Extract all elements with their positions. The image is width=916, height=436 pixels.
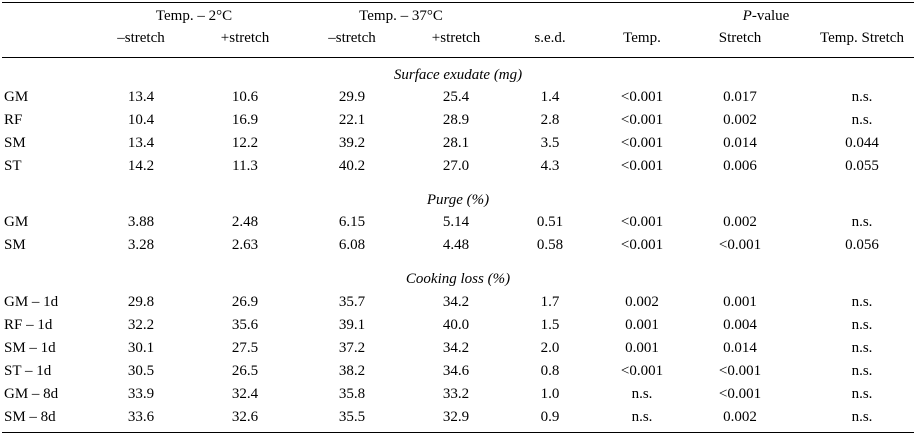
table-cell: 0.002 bbox=[625, 294, 659, 310]
table-cell: 0.002 bbox=[723, 112, 757, 128]
table-cell: 0.014 bbox=[723, 340, 757, 356]
group-header: Temp. – 37°C bbox=[359, 8, 443, 24]
row-label: GM – 1d bbox=[4, 294, 59, 310]
table-cell: 1.4 bbox=[540, 89, 560, 105]
table-cell: 0.044 bbox=[845, 135, 879, 151]
table-cell: 35.6 bbox=[231, 317, 259, 333]
column-header: –stretch bbox=[328, 30, 376, 46]
row-label: ST bbox=[4, 158, 22, 174]
bottom-rule bbox=[2, 432, 914, 433]
table-cell: 11.3 bbox=[232, 158, 258, 174]
table-cell: 1.7 bbox=[540, 294, 560, 310]
row-label: GM – 8d bbox=[4, 386, 59, 402]
table-cell: <0.001 bbox=[718, 363, 762, 379]
table-cell: 28.9 bbox=[442, 112, 470, 128]
table-cell: 3.5 bbox=[540, 135, 560, 151]
table-cell: n.s. bbox=[631, 386, 653, 402]
table-cell: 22.1 bbox=[338, 112, 366, 128]
table-cell: 40.2 bbox=[338, 158, 366, 174]
row-label: ST – 1d bbox=[4, 363, 52, 379]
table-cell: 2.48 bbox=[231, 214, 259, 230]
table-cell: n.s. bbox=[631, 409, 653, 425]
table-cell: 4.48 bbox=[442, 237, 470, 253]
table-cell: <0.001 bbox=[620, 214, 664, 230]
table-cell: 0.002 bbox=[723, 214, 757, 230]
row-label: RF – 1d bbox=[4, 317, 53, 333]
pvalue-header-p: P bbox=[742, 8, 752, 24]
table-cell: 0.006 bbox=[723, 158, 757, 174]
table-cell: 29.9 bbox=[338, 89, 366, 105]
table-cell: 34.2 bbox=[442, 294, 470, 310]
table-cell: 29.8 bbox=[127, 294, 155, 310]
table-cell: n.s. bbox=[851, 340, 873, 356]
table-cell: 3.88 bbox=[127, 214, 155, 230]
pvalue-header-rest: -value bbox=[751, 8, 790, 24]
table-cell: n.s. bbox=[851, 317, 873, 333]
table-cell: 34.6 bbox=[442, 363, 470, 379]
row-label: SM bbox=[4, 237, 26, 253]
pvalue-header bbox=[743, 7, 790, 25]
column-header: +stretch bbox=[431, 30, 481, 46]
table-cell: 2.0 bbox=[540, 340, 560, 356]
table-cell: 10.4 bbox=[127, 112, 155, 128]
row-label: SM – 8d bbox=[4, 409, 56, 425]
table-cell: 35.7 bbox=[338, 294, 366, 310]
section-title: Purge (%) bbox=[426, 192, 490, 208]
table-cell: 39.1 bbox=[338, 317, 366, 333]
table-cell: n.s. bbox=[851, 386, 873, 402]
table-cell: 2.8 bbox=[540, 112, 560, 128]
table-cell: 33.2 bbox=[442, 386, 470, 402]
table-cell: 28.1 bbox=[442, 135, 470, 151]
table-cell: 26.5 bbox=[231, 363, 259, 379]
table-cell: 0.014 bbox=[723, 135, 757, 151]
column-header: Stretch bbox=[718, 30, 762, 46]
table-cell: 6.15 bbox=[338, 214, 366, 230]
table-cell: 27.0 bbox=[442, 158, 470, 174]
section-title: Cooking loss (%) bbox=[405, 271, 511, 287]
table-cell: 0.001 bbox=[625, 317, 659, 333]
table-cell: 0.001 bbox=[723, 294, 757, 310]
table-cell: 0.8 bbox=[540, 363, 560, 379]
table-cell: 27.5 bbox=[231, 340, 259, 356]
table-cell: 26.9 bbox=[231, 294, 259, 310]
table-cell: 32.2 bbox=[127, 317, 155, 333]
table-cell: n.s. bbox=[851, 112, 873, 128]
table-cell: 0.056 bbox=[845, 237, 879, 253]
table-cell: 30.5 bbox=[127, 363, 155, 379]
top-rule bbox=[2, 2, 914, 3]
table-cell: 32.4 bbox=[231, 386, 259, 402]
table-cell: n.s. bbox=[851, 89, 873, 105]
table-cell: n.s. bbox=[851, 409, 873, 425]
table-cell: 35.8 bbox=[338, 386, 366, 402]
table-cell: 1.0 bbox=[540, 386, 560, 402]
table-cell: 5.14 bbox=[442, 214, 470, 230]
table-cell: 13.4 bbox=[127, 89, 155, 105]
column-header: +stretch bbox=[220, 30, 270, 46]
table-cell: 13.4 bbox=[127, 135, 155, 151]
table-cell: <0.001 bbox=[620, 158, 664, 174]
table-cell: <0.001 bbox=[620, 89, 664, 105]
group-header: Temp. – 2°C bbox=[155, 8, 233, 24]
table-cell: 37.2 bbox=[338, 340, 366, 356]
table-cell: 6.08 bbox=[338, 237, 366, 253]
section-title: Surface exudate (mg) bbox=[393, 67, 523, 83]
table-cell: 1.5 bbox=[540, 317, 560, 333]
table-cell: n.s. bbox=[851, 214, 873, 230]
column-header: s.e.d. bbox=[534, 30, 566, 46]
table-cell: 0.51 bbox=[536, 214, 564, 230]
row-label: GM bbox=[4, 214, 29, 230]
table-cell: 30.1 bbox=[127, 340, 155, 356]
table-cell: 35.5 bbox=[338, 409, 366, 425]
table-cell: 32.9 bbox=[442, 409, 470, 425]
table-cell: <0.001 bbox=[620, 135, 664, 151]
table-cell: <0.001 bbox=[620, 363, 664, 379]
table-cell: 0.055 bbox=[845, 158, 879, 174]
table-cell: n.s. bbox=[851, 363, 873, 379]
table-cell: 0.017 bbox=[723, 89, 757, 105]
row-label: SM – 1d bbox=[4, 340, 56, 356]
table-cell: 14.2 bbox=[127, 158, 155, 174]
table-cell: 33.9 bbox=[127, 386, 155, 402]
table-cell: 39.2 bbox=[338, 135, 366, 151]
row-label: GM bbox=[4, 89, 29, 105]
header-rule bbox=[2, 57, 914, 58]
table-cell: <0.001 bbox=[718, 386, 762, 402]
table-cell: 32.6 bbox=[231, 409, 259, 425]
table-cell: 0.004 bbox=[723, 317, 757, 333]
row-label: RF bbox=[4, 112, 23, 128]
table-cell: 25.4 bbox=[442, 89, 470, 105]
column-header: Temp. bbox=[623, 30, 661, 46]
table-cell: 4.3 bbox=[540, 158, 560, 174]
table-cell: 10.6 bbox=[231, 89, 259, 105]
table-cell: n.s. bbox=[851, 294, 873, 310]
table-cell: <0.001 bbox=[620, 112, 664, 128]
table-cell: 2.63 bbox=[231, 237, 259, 253]
table-cell: 3.28 bbox=[127, 237, 155, 253]
table-cell: <0.001 bbox=[718, 237, 762, 253]
table-cell: 33.6 bbox=[127, 409, 155, 425]
table-cell: 34.2 bbox=[442, 340, 470, 356]
row-label: SM bbox=[4, 135, 26, 151]
table-cell: 38.2 bbox=[338, 363, 366, 379]
table-cell: 16.9 bbox=[231, 112, 259, 128]
table-cell: 12.2 bbox=[231, 135, 259, 151]
table-cell: 0.58 bbox=[536, 237, 564, 253]
table-cell: 0.002 bbox=[723, 409, 757, 425]
table-cell: 0.9 bbox=[540, 409, 560, 425]
table-cell: 40.0 bbox=[442, 317, 470, 333]
column-header: Temp. Stretch bbox=[820, 30, 904, 46]
column-header: –stretch bbox=[117, 30, 165, 46]
table-cell: 0.001 bbox=[625, 340, 659, 356]
table-cell: <0.001 bbox=[620, 237, 664, 253]
